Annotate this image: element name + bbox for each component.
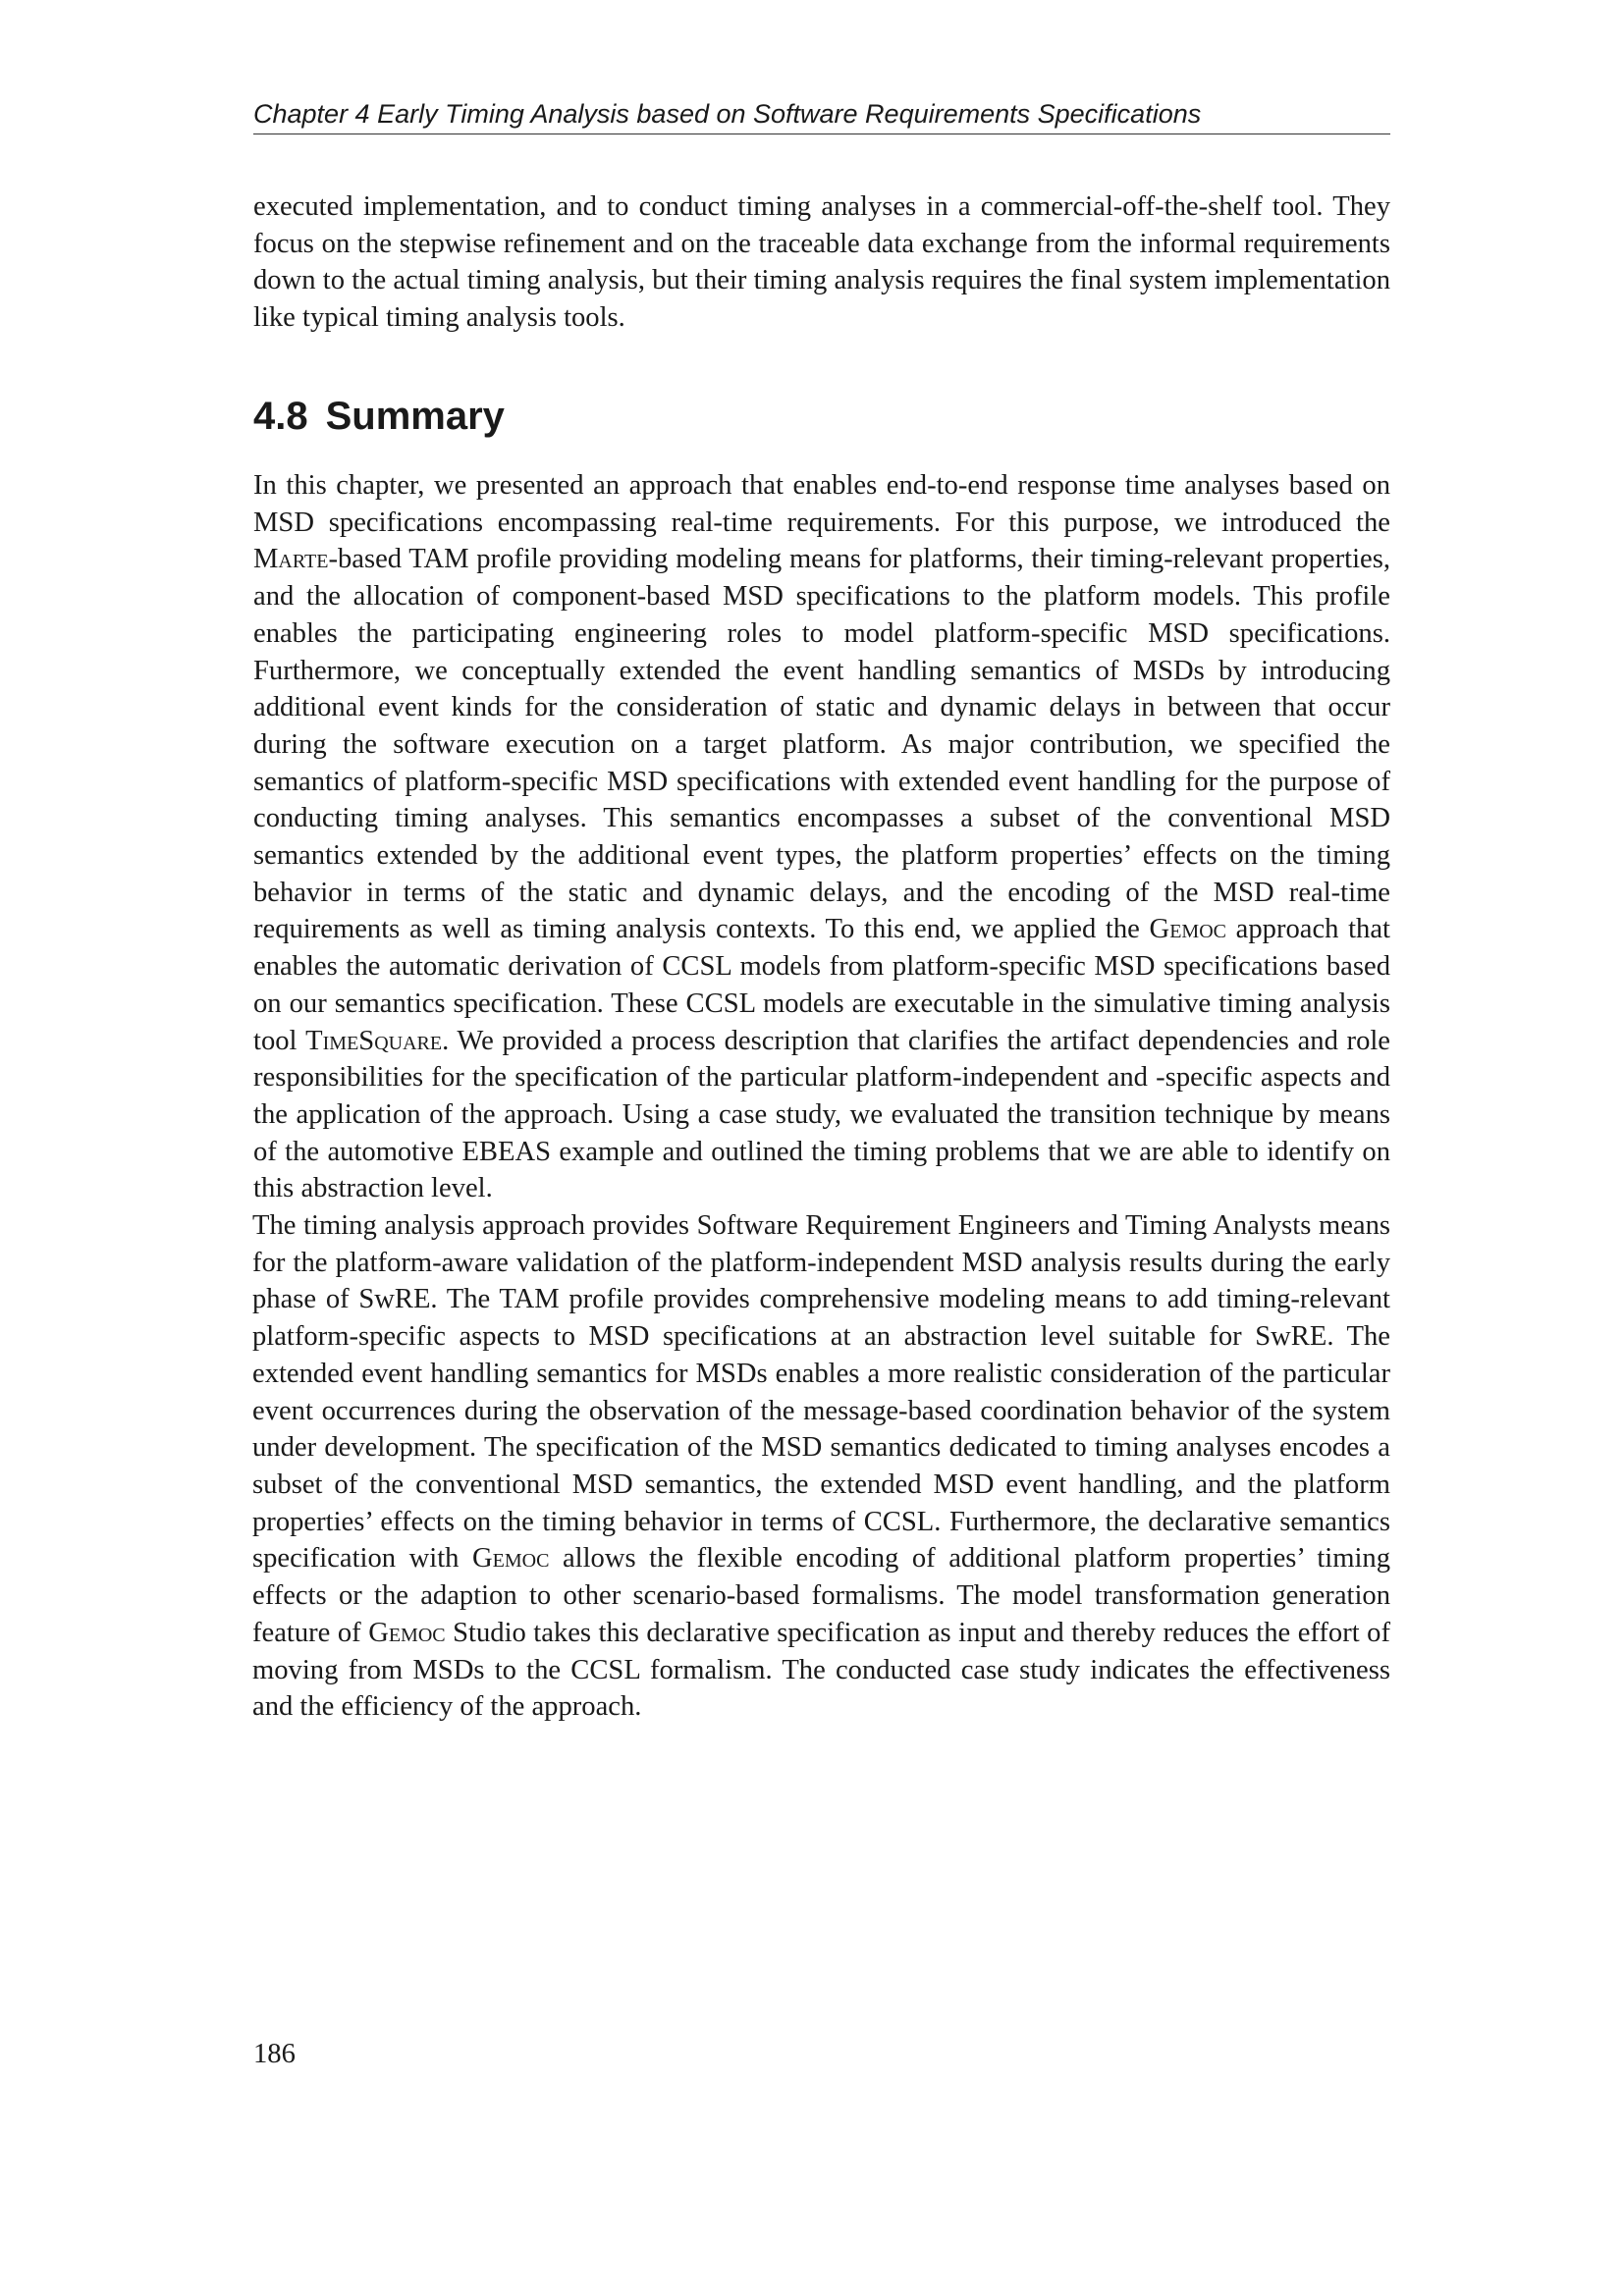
gemoc-term: Gemoc — [1149, 914, 1226, 945]
paragraph: executed implementation, and to conduct timing analyses in a commercial-off-the-shelf tool. They focus on the stepwise refinement and on the traceable data exchange from the informal requirements down to the actual timing analysis, but their timing analysis requires the final system implementation like typical timing analysis tools. — [253, 191, 1390, 334]
marte-term: Marte — [253, 544, 329, 575]
gemoc-term: Gemoc — [368, 1617, 446, 1648]
summary-text — [253, 467, 1390, 1726]
section-title: Summary — [325, 395, 505, 438]
continuation-text — [253, 188, 1390, 337]
running-head: Chapter 4 Early Timing Analysis based on Software Requirements Specifications — [253, 94, 1390, 134]
summary-paragraph-1: In this chapter, we presented an approach that enables end-to-end response time analyses based on MSD specifications encompassing real-time requirements. For this purpose, we introduced the Marte-based TAM profile providing modeling means for platforms, their timing-relevant properties, and the allocation of component-based MSD specifications to the platform models. This profile enables the participating engineering roles to model platform-specific MSD specifications. Furthermore, we conceptually extended the event handling semantics of MSDs by introducing additional event kinds for the consideration of static and dynamic delays in between that occur during the software execution on a target platform. As major contribution, we specified the semantics of platform-specific MSD specifications with extended event handling for the purpose of conducting timing analyses. This semantics encompasses a subset of the conventional MSD semantics extended by the additional event types, the platform properties’ effects on the timing behavior in terms of the static and dynamic delays, and the encoding of the MSD real-time requirements as well as timing analysis contexts. To this end, we applied the Gemoc approach that enables the automatic derivation of CCSL models from platform-specific MSD specifications based on our semantics specification. These CCSL models are executable in the simulative timing analysis tool TimeSquare. We provided a process description that clarifies the artifact dependencies and role responsibilities for the specification of the particular platform-independent and -specific aspects and the application of the approach. Using a case study, we evaluated the transition technique by means of the automotive EBEAS example and outlined the timing problems that we are able to identify on this abstraction level. — [253, 470, 1390, 1204]
section-heading — [253, 389, 505, 444]
timesquare-term: TimeSquare — [305, 1025, 443, 1056]
section-number: 4.8 — [253, 395, 308, 438]
page-number: 186 — [253, 2039, 296, 2069]
gemoc-term: Gemoc — [472, 1543, 550, 1575]
summary-paragraph-2: The timing analysis approach provides Software Requirement Engineers and Timing Analysts means for the platform-aware validation of the platform-independent MSD analysis results during the early phase of SwRE. The TAM profile provides comprehensive modeling means to add timing-relevant platform-specific aspects to MSD specifications at an abstraction level suitable for SwRE. The extended event handling semantics for MSDs enables a more realistic consideration of the particular event occurrences during the observation of the message-based coordination behavior of the system under development. The specification of the MSD semantics dedicated to timing analyses encodes a subset of the conventional MSD semantics, the extended MSD event handling, and the platform properties’ effects on the timing behavior in terms of CCSL. Furthermore, the declarative semantics specification with Gemoc allows the flexible encoding of additional platform properties’ timing effects or the adaption to other scenario-based formalisms. The model transformation generation feature of Gemoc Studio takes this declarative specification as input and thereby reduces the effort of moving from MSDs to the CCSL formalism. The conducted case study indicates the effectiveness and the efficiency of the approach. — [252, 1210, 1391, 1723]
